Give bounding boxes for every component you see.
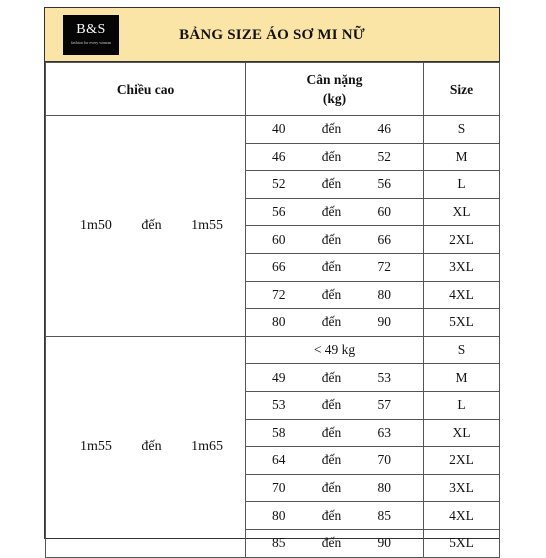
size-cell: S: [424, 336, 500, 364]
weight-range-cell: [246, 116, 424, 144]
page-title: BẢNG SIZE ÁO SƠ MI NỮ: [179, 27, 365, 43]
weight-range: [246, 480, 423, 496]
weight-range-cell: [246, 391, 424, 419]
weight-to-word: đến: [321, 314, 342, 330]
weight-to: 90: [377, 535, 391, 551]
weight-range: [246, 314, 423, 330]
weight-to: 46: [377, 121, 391, 137]
table-row: [46, 116, 500, 144]
weight-to-word: đến: [321, 397, 342, 413]
weight-from: 46: [272, 148, 286, 164]
weight-range-cell: [246, 309, 424, 337]
weight-to: 80: [377, 480, 391, 496]
header-band: [45, 8, 499, 62]
size-cell: 4XL: [424, 502, 500, 530]
weight-to-word: đến: [321, 507, 342, 523]
height-to-word: đến: [141, 217, 162, 233]
size-cell: 3XL: [424, 474, 500, 502]
size-cell: M: [424, 143, 500, 171]
weight-to-word: đến: [321, 452, 342, 468]
weight-to: 56: [377, 176, 391, 192]
table-body: [46, 116, 500, 558]
size-cell: 4XL: [424, 281, 500, 309]
weight-to-word: đến: [321, 480, 342, 496]
weight-to: 90: [377, 314, 391, 330]
weight-range-cell: [246, 226, 424, 254]
size-chart-card: [44, 7, 500, 551]
col-header-weight-line2: (kg): [322, 91, 347, 106]
weight-to: 85: [377, 507, 391, 523]
size-cell: 2XL: [424, 447, 500, 475]
weight-range-cell: [246, 447, 424, 475]
weight-from: 53: [272, 397, 286, 413]
weight-range-cell: [246, 502, 424, 530]
weight-to-word: đến: [321, 148, 342, 164]
weight-from: 80: [272, 507, 286, 523]
size-cell: XL: [424, 198, 500, 226]
height-range-cell: [46, 336, 246, 557]
size-cell: M: [424, 364, 500, 392]
weight-from: 52: [272, 176, 286, 192]
weight-range: [246, 452, 423, 468]
size-cell: 2XL: [424, 226, 500, 254]
weight-to: 66: [377, 231, 391, 247]
weight-to-word: đến: [321, 231, 342, 247]
col-header-weight: [246, 63, 424, 116]
weight-range: [246, 121, 423, 137]
weight-range-cell: [246, 281, 424, 309]
weight-from: 56: [272, 204, 286, 220]
col-header-size: Size: [424, 63, 500, 116]
weight-to-word: đến: [321, 369, 342, 385]
weight-range: [246, 259, 423, 275]
weight-range-cell: [246, 529, 424, 557]
height-from: 1m50: [80, 217, 112, 233]
height-range: [46, 218, 245, 234]
size-cell: L: [424, 171, 500, 199]
height-from: 1m55: [80, 438, 112, 454]
size-table-wrapper: [45, 62, 499, 551]
logo-tagline: fashion for every woman: [70, 40, 112, 45]
weight-range-cell: [246, 253, 424, 281]
weight-to-word: đến: [321, 424, 342, 440]
weight-from: 72: [272, 286, 286, 302]
weight-to: 53: [377, 369, 391, 385]
weight-to-word: đến: [321, 259, 342, 275]
weight-range-cell: [246, 143, 424, 171]
weight-from: 70: [272, 480, 286, 496]
logo-mark: B&S: [76, 22, 106, 37]
table-header-row: [46, 63, 500, 116]
col-header-weight-line1: Cân nặng: [306, 72, 363, 87]
weight-range-text: < 49 kg: [313, 342, 356, 358]
weight-range: [246, 535, 423, 551]
weight-range-cell: [246, 198, 424, 226]
weight-to: 70: [377, 452, 391, 468]
weight-to-word: đến: [321, 535, 342, 551]
weight-range: [246, 204, 423, 220]
weight-to: 63: [377, 424, 391, 440]
height-to-word: đến: [141, 438, 162, 454]
weight-range-cell: [246, 336, 424, 364]
height-to: 1m55: [191, 217, 223, 233]
size-table: [45, 62, 500, 558]
weight-range: [246, 149, 423, 165]
weight-range-cell: [246, 419, 424, 447]
weight-range: [246, 232, 423, 248]
weight-from: 66: [272, 259, 286, 275]
weight-from: 80: [272, 314, 286, 330]
size-cell: 5XL: [424, 529, 500, 557]
weight-range: [246, 508, 423, 524]
weight-to-word: đến: [321, 204, 342, 220]
height-to: 1m65: [191, 438, 223, 454]
weight-from: 64: [272, 452, 286, 468]
weight-range-cell: [246, 474, 424, 502]
weight-range-cell: [246, 364, 424, 392]
weight-to: 57: [377, 397, 391, 413]
weight-to: 60: [377, 204, 391, 220]
weight-range: [246, 425, 423, 441]
height-range-cell: [46, 116, 246, 337]
brand-logo: [63, 15, 119, 55]
weight-to-word: đến: [321, 121, 342, 137]
size-cell: S: [424, 116, 500, 144]
weight-to: 72: [377, 259, 391, 275]
weight-from: 58: [272, 424, 286, 440]
table-row: [46, 336, 500, 364]
size-cell: 5XL: [424, 309, 500, 337]
weight-from: 60: [272, 231, 286, 247]
size-cell: XL: [424, 419, 500, 447]
col-header-height: Chiều cao: [46, 63, 246, 116]
weight-range: [246, 397, 423, 413]
size-cell: 3XL: [424, 253, 500, 281]
weight-to-word: đến: [321, 286, 342, 302]
weight-range: [246, 370, 423, 386]
weight-range: [246, 287, 423, 303]
weight-from: 49: [272, 369, 286, 385]
weight-from: 85: [272, 535, 286, 551]
weight-to: 80: [377, 286, 391, 302]
weight-range-cell: [246, 171, 424, 199]
weight-from: 40: [272, 121, 286, 137]
weight-to-word: đến: [321, 176, 342, 192]
weight-to: 52: [377, 148, 391, 164]
height-range: [46, 439, 245, 455]
size-cell: L: [424, 391, 500, 419]
weight-range: [246, 176, 423, 192]
